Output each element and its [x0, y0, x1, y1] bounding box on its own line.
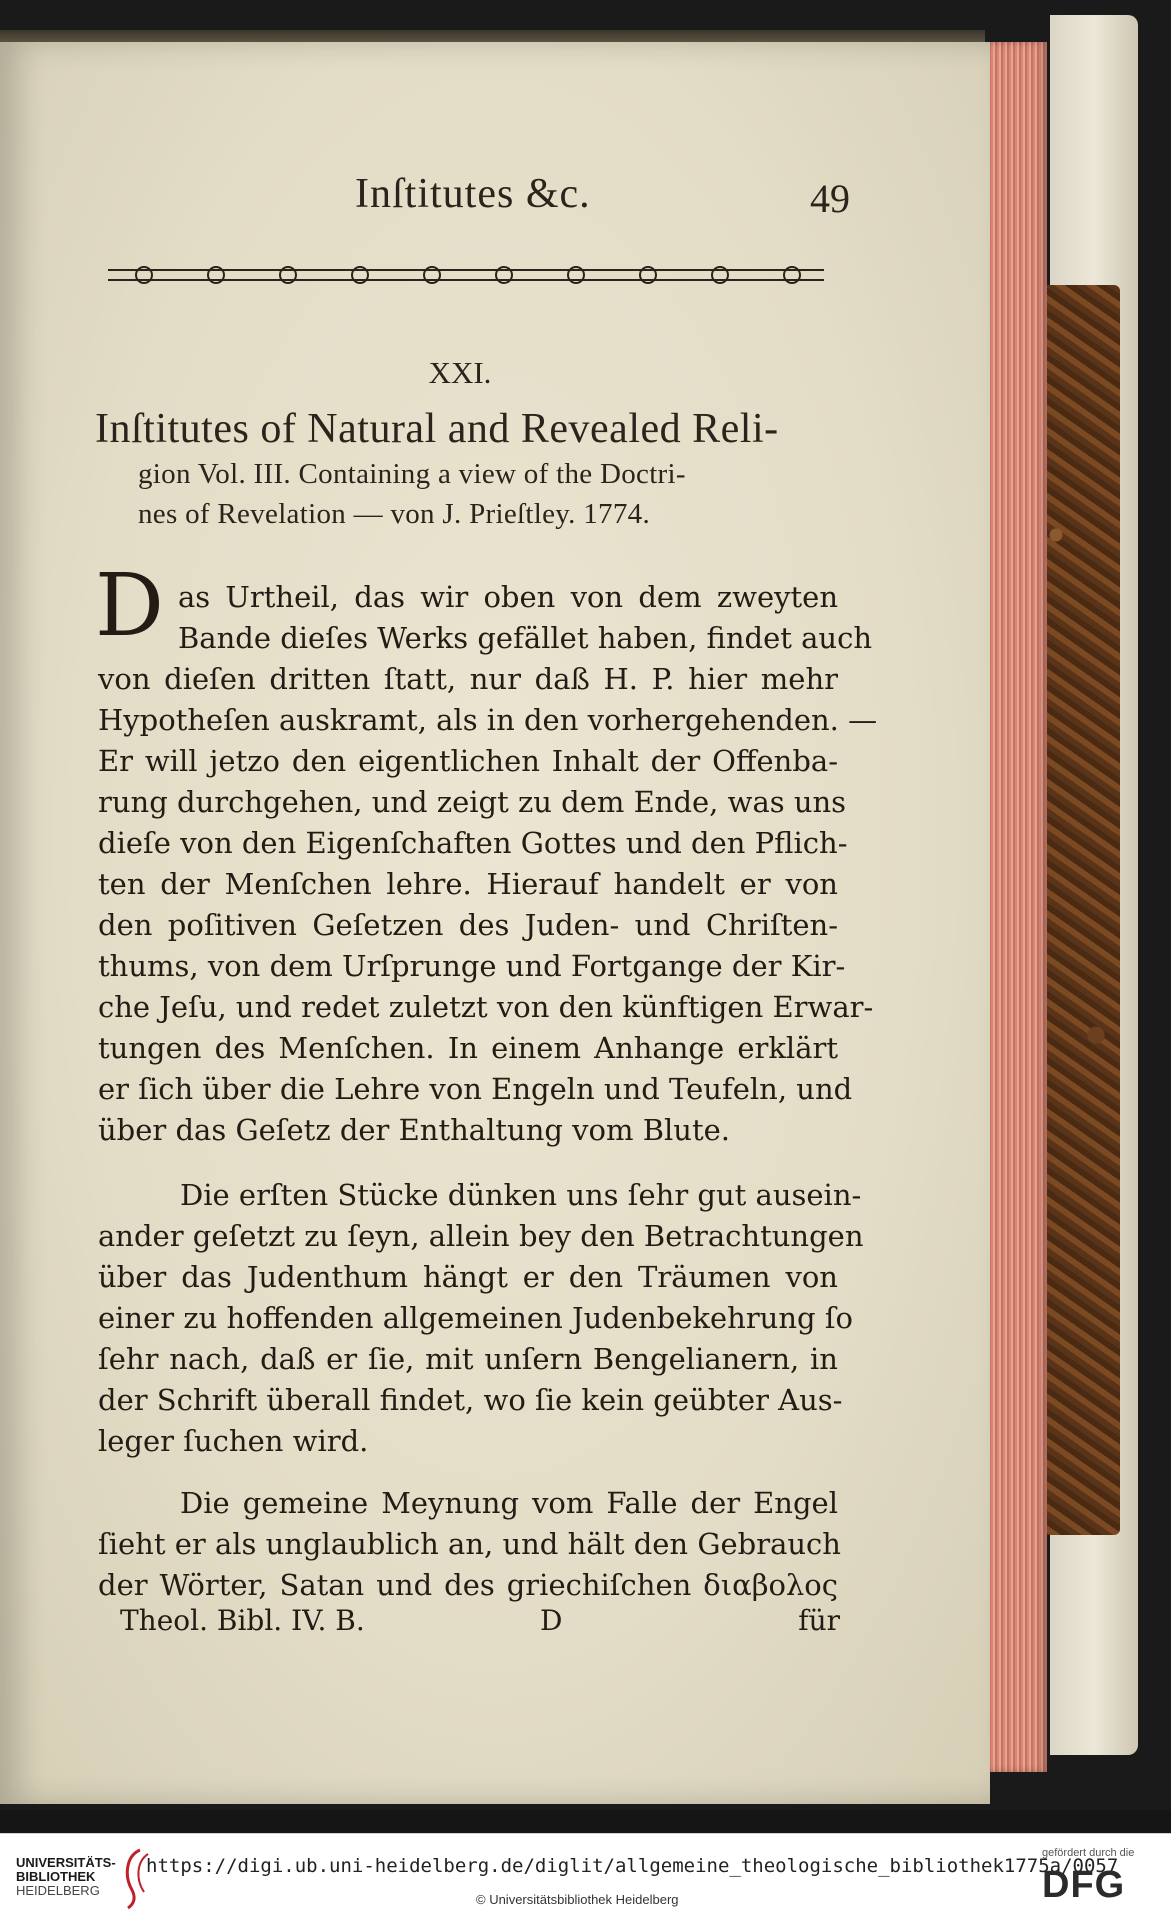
text-line: ander geſetzt zu ſeyn, allein bey den Betrachtungen	[98, 1219, 864, 1253]
text-line: den poſitiven Geſetzen des Juden- und Chriſten-	[98, 908, 838, 942]
text-line: ſieht er als unglaublich an, und hält den Gebrauch	[98, 1527, 841, 1561]
text-line: einer zu hoffenden allgemeinen Judenbekehrung ſo	[98, 1301, 854, 1335]
running-head: Inſtitutes &c.	[355, 171, 591, 217]
marbled-cover	[1040, 285, 1120, 1535]
ornament-divider-icon	[108, 262, 824, 288]
text-line: dieſe von den Eigenſchaften Gottes und den Pflich-	[98, 826, 848, 860]
text-line: Hypotheſen auskramt, als in den vorhergehenden. —	[98, 703, 878, 737]
text-line: rung durchgehen, und zeigt zu dem Ende, was uns	[98, 785, 847, 819]
text-line: von dieſen dritten ſtatt, nur daß H. P. hier mehr	[98, 662, 838, 696]
text-line: der Schrift überall findet, wo ſie kein geübter Aus-	[98, 1383, 843, 1417]
text-line: Die gemeine Meynung vom Falle der Engel	[180, 1486, 838, 1520]
permalink-url[interactable]: https://digi.ub.uni-heidelberg.de/diglit/allgemeine_theologische_bibliothek1775a/0057	[146, 1855, 1119, 1877]
text-line: thums, von dem Urſprunge und Fortgange der Kir-	[98, 949, 846, 983]
page-fore-edge	[985, 42, 1047, 1772]
signature-line	[120, 1604, 840, 1644]
title-line-2: gion Vol. III. Containing a view of the Doctri-	[138, 458, 686, 490]
text-line: er ſich über die Lehre von Engeln und Teufeln, und	[98, 1072, 853, 1106]
dfg-logo: DFG	[1042, 1864, 1126, 1906]
title-line-1: Inſtitutes of Natural and Revealed Reli-	[95, 406, 779, 452]
drop-cap: D	[95, 556, 164, 656]
text-line: der Wörter, Satan und des griechiſchen διαβολος	[98, 1568, 838, 1602]
text-line: über das Geſetz der Enthaltung vom Blute.	[98, 1113, 731, 1147]
copyright-notice: © Universitätsbibliothek Heidelberg	[476, 1892, 679, 1907]
text-line: ſehr nach, daß er ſie, mit unſern Bengelianern, in	[98, 1342, 838, 1376]
signature: Theol. Bibl. IV. B.	[120, 1604, 365, 1637]
catchword: für	[798, 1604, 840, 1637]
text-line: leger ſuchen wird.	[98, 1424, 369, 1458]
text-line: as Urtheil, das wir oben von dem zweyten	[178, 580, 838, 614]
text-line: tungen des Menſchen. In einem Anhange erklärt	[98, 1031, 838, 1065]
page-number: 49	[810, 176, 850, 221]
title-line-3: nes of Revelation — von J. Prieſtley. 1774.	[138, 498, 651, 530]
text-line: ten der Menſchen lehre. Hierauf handelt er von	[98, 867, 838, 901]
chapter-number: XXI.	[428, 355, 492, 390]
funder-caption: gefördert durch die	[1042, 1847, 1135, 1859]
text-line: Die erſten Stücke dünken uns ſehr gut ausein-	[180, 1178, 862, 1212]
text-line: Er will jetzo den eigentlichen Inhalt der Offenba-	[98, 744, 838, 778]
signature-mark: D	[540, 1604, 563, 1637]
text-line: che Jeſu, und redet zuletzt von den künftigen Erwar-	[98, 990, 874, 1024]
library-line-3: HEIDELBERG	[16, 1883, 100, 1898]
library-logo-text	[16, 1856, 116, 1898]
library-line-1: UNIVERSITÄTS-	[16, 1855, 116, 1870]
text-line: über das Judenthum hängt er den Träumen von	[98, 1260, 838, 1294]
viewer-footer	[0, 1833, 1171, 1920]
text-line: Bande dieſes Werks gefället haben, findet auch	[178, 621, 873, 655]
library-line-2: BIBLIOTHEK	[16, 1869, 96, 1884]
